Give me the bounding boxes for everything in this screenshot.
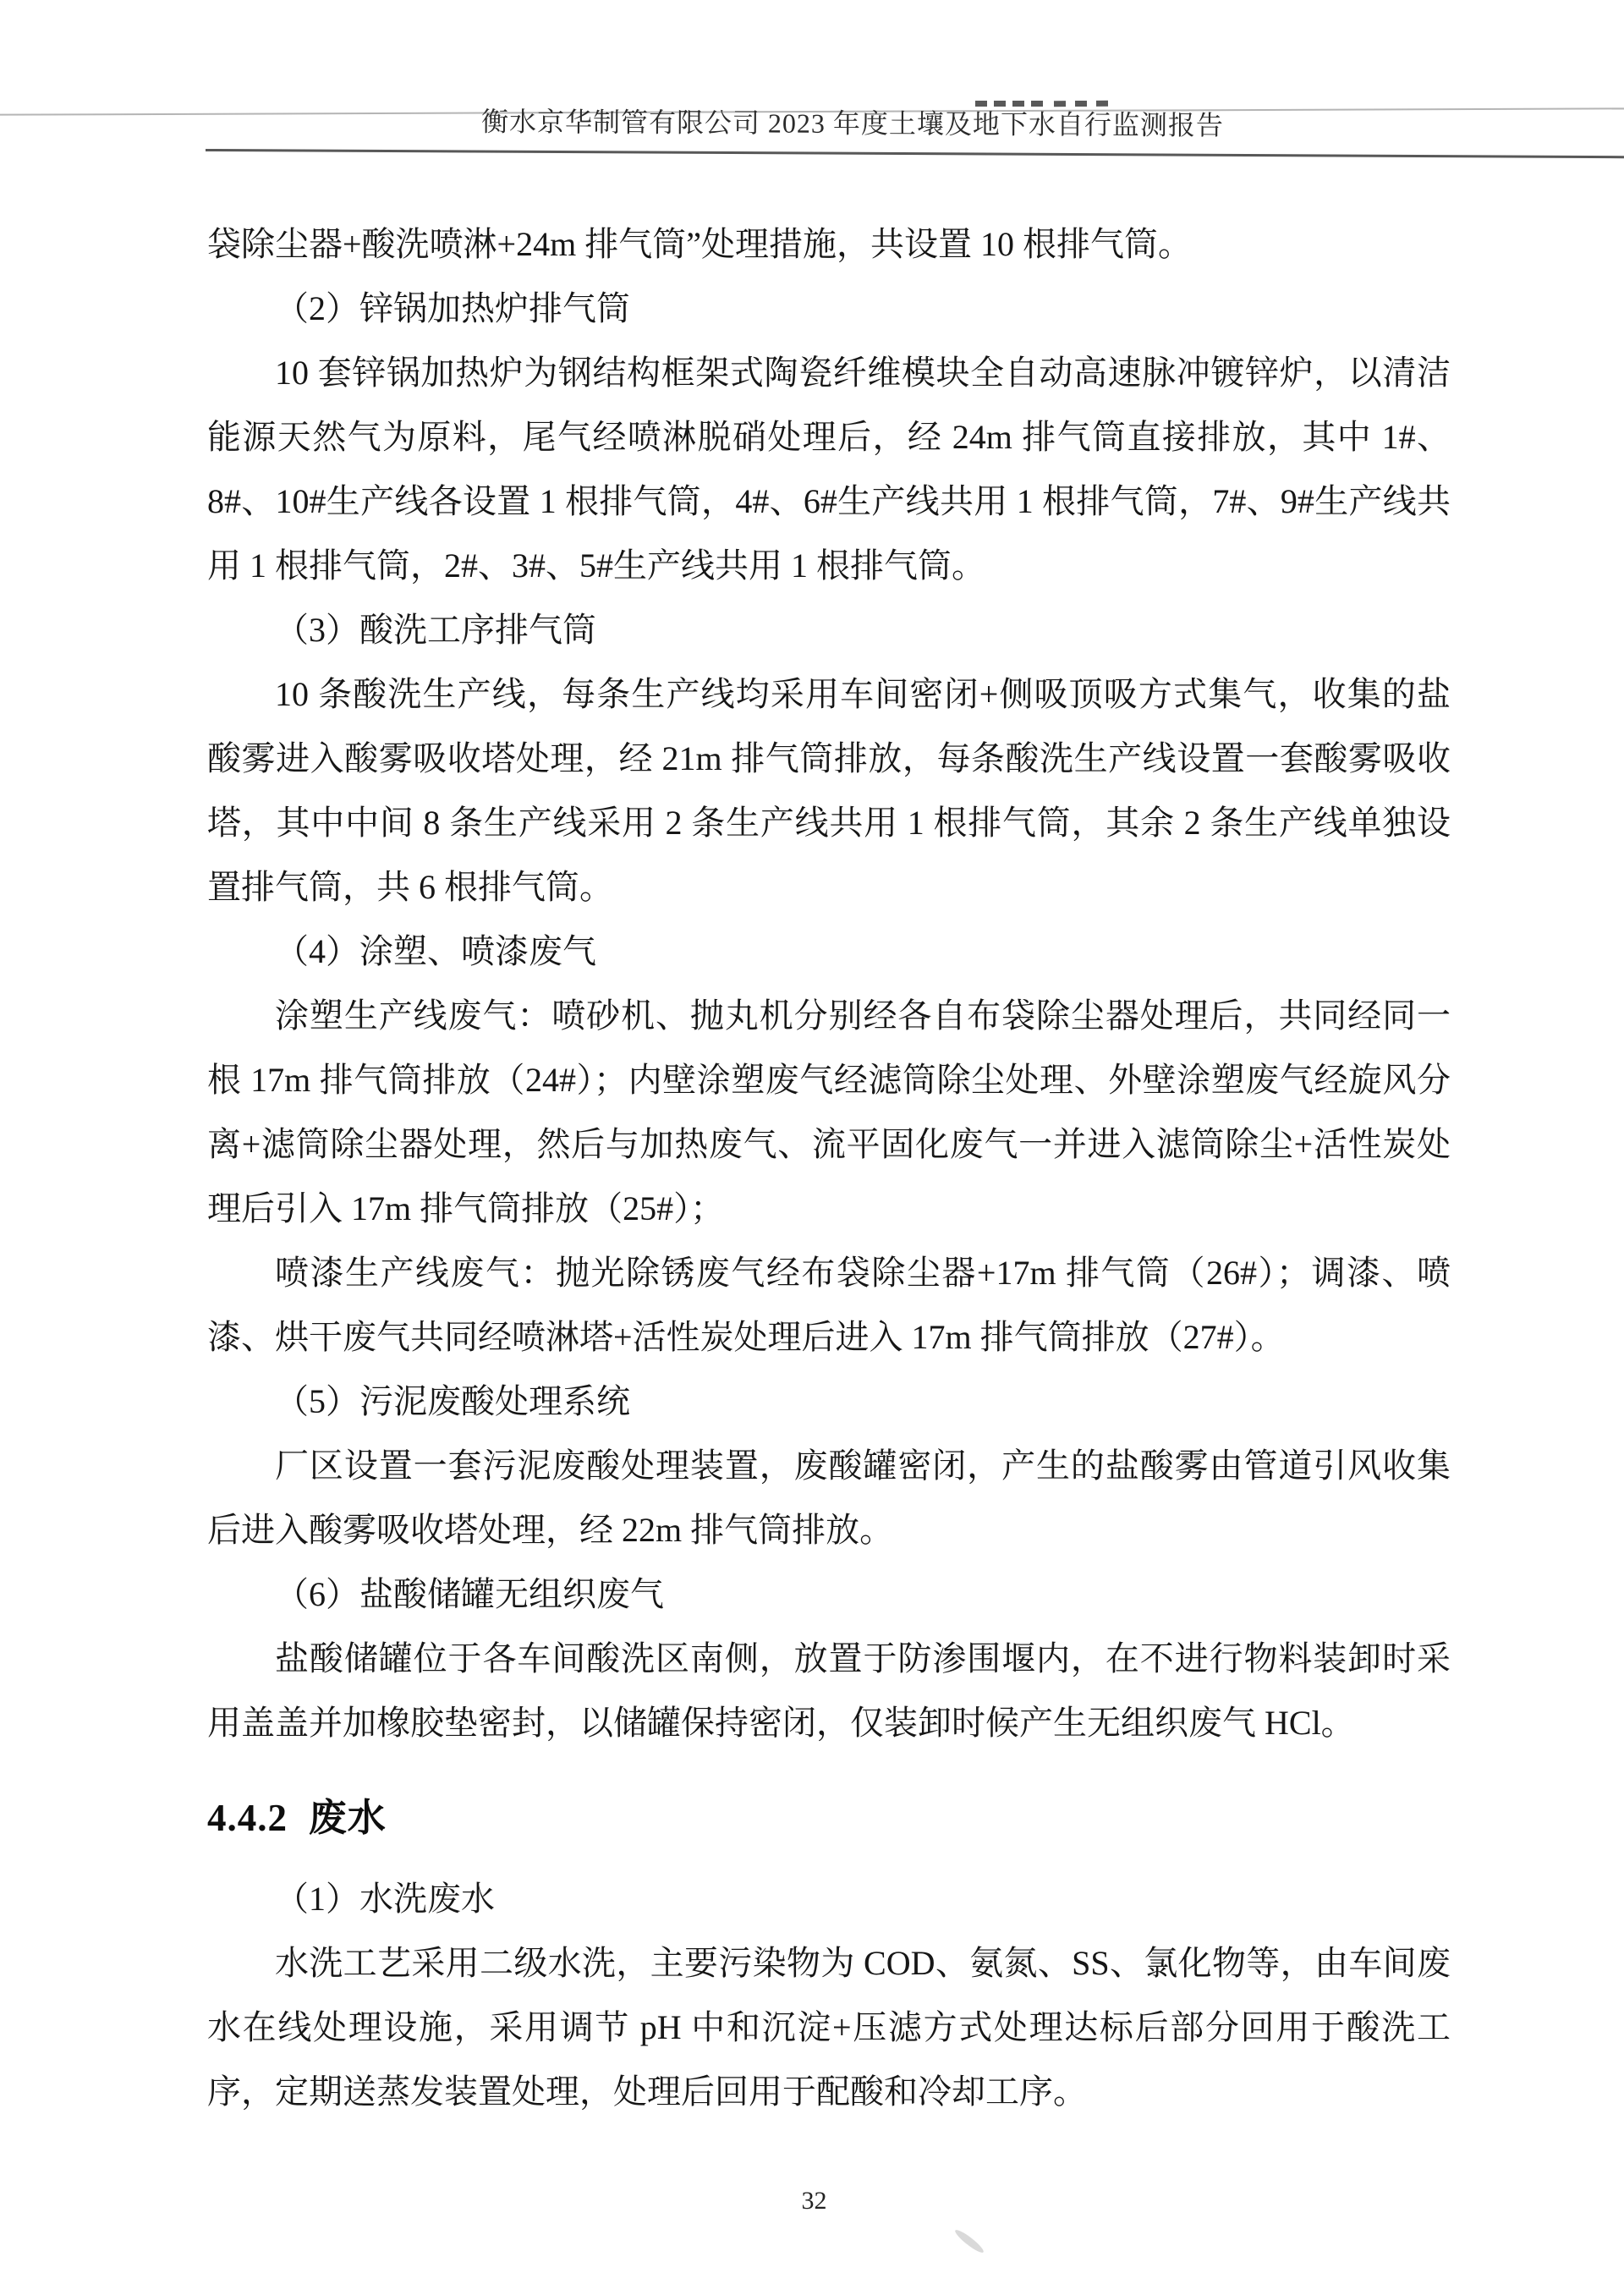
- paragraph-item4-heading: （4）涂塑、喷漆废气: [275, 932, 596, 970]
- body-text-column: [207, 212, 1451, 2124]
- paragraph-item3-heading: （3）酸洗工序排气筒: [275, 611, 596, 649]
- paragraph-item5-heading: （5）污泥废酸处理系统: [275, 1382, 630, 1420]
- paragraph-pickling-lines: 10 条酸洗生产线，每条生产线均采用车间密闭+侧吸顶吸方式集气，收集的盐酸雾进入酸雾吸收塔处理，经 21m 排气筒排放，每条酸洗生产线设置一套酸雾吸收塔，其中中间 8 条生产线采用 2 条生产线共用 1 根排气筒，其余 2 条生产线单独设置排气筒，共 6 根排气筒。: [207, 675, 1451, 906]
- paragraph-sludge-acid-system: 厂区设置一套污泥废酸处理装置，废酸罐密闭，产生的盐酸雾由管道引风收集后进入酸雾吸收塔处理，经 22m 排气筒排放。: [207, 1447, 1451, 1549]
- scan-smudge-mark: [953, 2227, 986, 2255]
- paragraph-zinc-furnace: 10 套锌锅加热炉为钢结构框架式陶瓷纤维模块全自动高速脉冲镀锌炉，以清洁能源天然气为原料，尾气经喷淋脱硝处理后，经 24m 排气筒直接排放，其中 1#、8#、10#生产线各设置 1 根排气筒，4#、6#生产线共用 1 根排气筒，7#、9#生产线共用 1 根排气筒，2#、3#、5#生产线共用 1 根排气筒。: [207, 354, 1451, 585]
- paragraph-coating-exhaust: 涂塑生产线废气：喷砂机、抛丸机分别经各自布袋除尘器处理后，共同经同一根 17m 排气筒排放（24#）；内壁涂塑废气经滤筒除尘处理、外壁涂塑废气经旋风分离+滤筒除尘器处理，然后与加热废气、流平固化废气一并进入滤筒除尘+活性炭处理后引入 17m 排气筒排放（25#）；: [207, 997, 1451, 1227]
- scan-smudge-mark: [1054, 101, 1108, 107]
- paragraph-water-wash-process: 水洗工艺采用二级水洗，主要污染物为 COD、氨氮、SS、氯化物等，由车间废水在线处理设施，采用调节 pH 中和沉淀+压滤方式处理达标后部分回用于酸洗工序，定期送蒸发装置处理，处理后回用于配酸和冷却工序。: [207, 1944, 1451, 2111]
- running-header-title: 衡水京华制管有限公司 2023 年度土壤及地下水自行监测报告: [480, 106, 1225, 141]
- section-heading-442: [207, 1793, 1451, 1843]
- section-title: 废水: [308, 1797, 387, 1839]
- paragraph-item1-water-heading: （1）水洗废水: [275, 1880, 495, 1918]
- section-number: 4.4.2: [207, 1797, 288, 1839]
- page-number: 32: [801, 2187, 827, 2215]
- header-bottom-rule: [206, 149, 1624, 158]
- paragraph-painting-exhaust: 喷漆生产线废气：抛光除锈废气经布袋除尘器+17m 排气筒（26#）；调漆、喷漆、烘干废气共同经喷淋塔+活性炭处理后进入 17m 排气筒排放（27#）。: [207, 1254, 1451, 1356]
- paragraph-item2-heading: （2）锌锅加热炉排气筒: [275, 289, 630, 327]
- scan-smudge-mark: [975, 101, 1043, 107]
- paragraph-item6-heading: （6）盐酸储罐无组织废气: [275, 1575, 664, 1613]
- paragraph-hcl-storage-tank: 盐酸储罐位于各车间酸洗区南侧，放置于防渗围堰内，在不进行物料装卸时采用盖盖并加橡胶垫密封，以储罐保持密闭，仅装卸时候产生无组织废气 HCl。: [207, 1639, 1451, 1742]
- paragraph-bag-filter-continuation: 袋除尘器+酸洗喷淋+24m 排气筒”处理措施，共设置 10 根排气筒。: [207, 225, 1192, 263]
